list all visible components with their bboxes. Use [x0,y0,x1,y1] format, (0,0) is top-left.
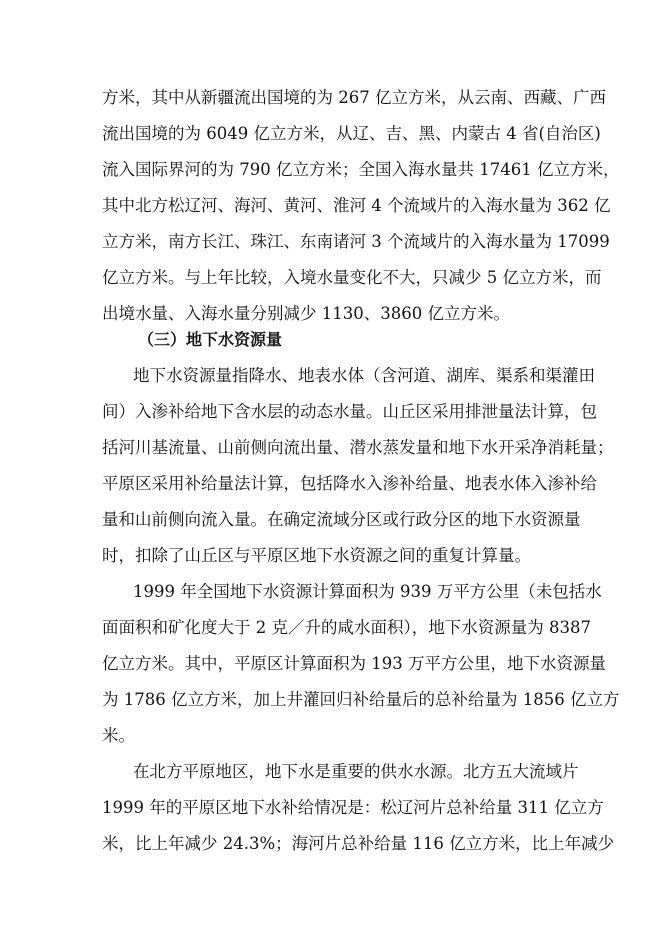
text-line: 括河川基流量、山前侧向流出量、潜水蒸发量和地下水开采净消耗量； [102,438,614,457]
text-line: 在北方平原地区，地下水是重要的供水水源。北方五大流域片 [133,762,579,781]
text-line: 地下水资源量指降水、地表水体（含河道、湖库、渠系和渠灌田 [133,366,595,385]
text-line: 米。 [102,726,135,745]
text-line: 立方米，南方长江、珠江、东南诸河 3 个流域片的入海水量为 17099 [102,232,610,251]
text-line: 米，比上年减少 24.3%；海河片总补给量 116 亿立方米，比上年减少 [102,834,615,853]
text-line: 面面积和矿化度大于 2 克／升的咸水面积），地下水资源量为 8387 [102,618,591,637]
text-line: 流入国际界河的为 790 亿立方米；全国入海水量共 17461 亿立方米， [102,160,620,179]
text-line: 流出国境的为 6049 亿立方米，从辽、吉、黑、内蒙古 4 省(自治区) [102,124,601,143]
section-heading: （三）地下水资源量 [138,330,283,349]
text-line: 为 1786 亿立方米，加上井灌回归补给量后的总补给量为 1856 亿立方 [102,690,620,709]
text-line: 间）入渗补给地下含水层的动态水量。山丘区采用排泄量法计算，包 [102,402,597,421]
text-line: 平原区采用补给量法计算，包括降水入渗补给量、地表水体入渗补给 [102,474,597,493]
text-line: 亿立方米。其中，平原区计算面积为 193 万平方公里，地下水资源量 [102,654,606,673]
text-line: 1999 年的平原区地下水补给情况是：松辽河片总补给量 311 亿立方 [102,798,604,817]
text-line: 时，扣除了山丘区与平原区地下水资源之间的重复计算量。 [102,546,531,565]
text-line: 亿立方米。与上年比较，入境水量变化不大，只减少 5 亿立方米，而 [102,268,602,287]
text-line: 出境水量、入海水量分别减少 1130、3860 亿立方米。 [102,304,510,323]
text-line: 1999 年全国地下水资源计算面积为 939 万平方公里（未包括水 [133,582,602,601]
text-line: 方米，其中从新疆流出国境的为 267 亿立方米，从云南、西藏、广西 [102,88,606,107]
text-line: 其中北方松辽河、海河、黄河、淮河 4 个流域片的入海水量为 362 亿 [102,196,611,215]
text-line: 量和山前侧向流入量。在确定流域分区或行政分区的地下水资源量 [102,510,581,529]
